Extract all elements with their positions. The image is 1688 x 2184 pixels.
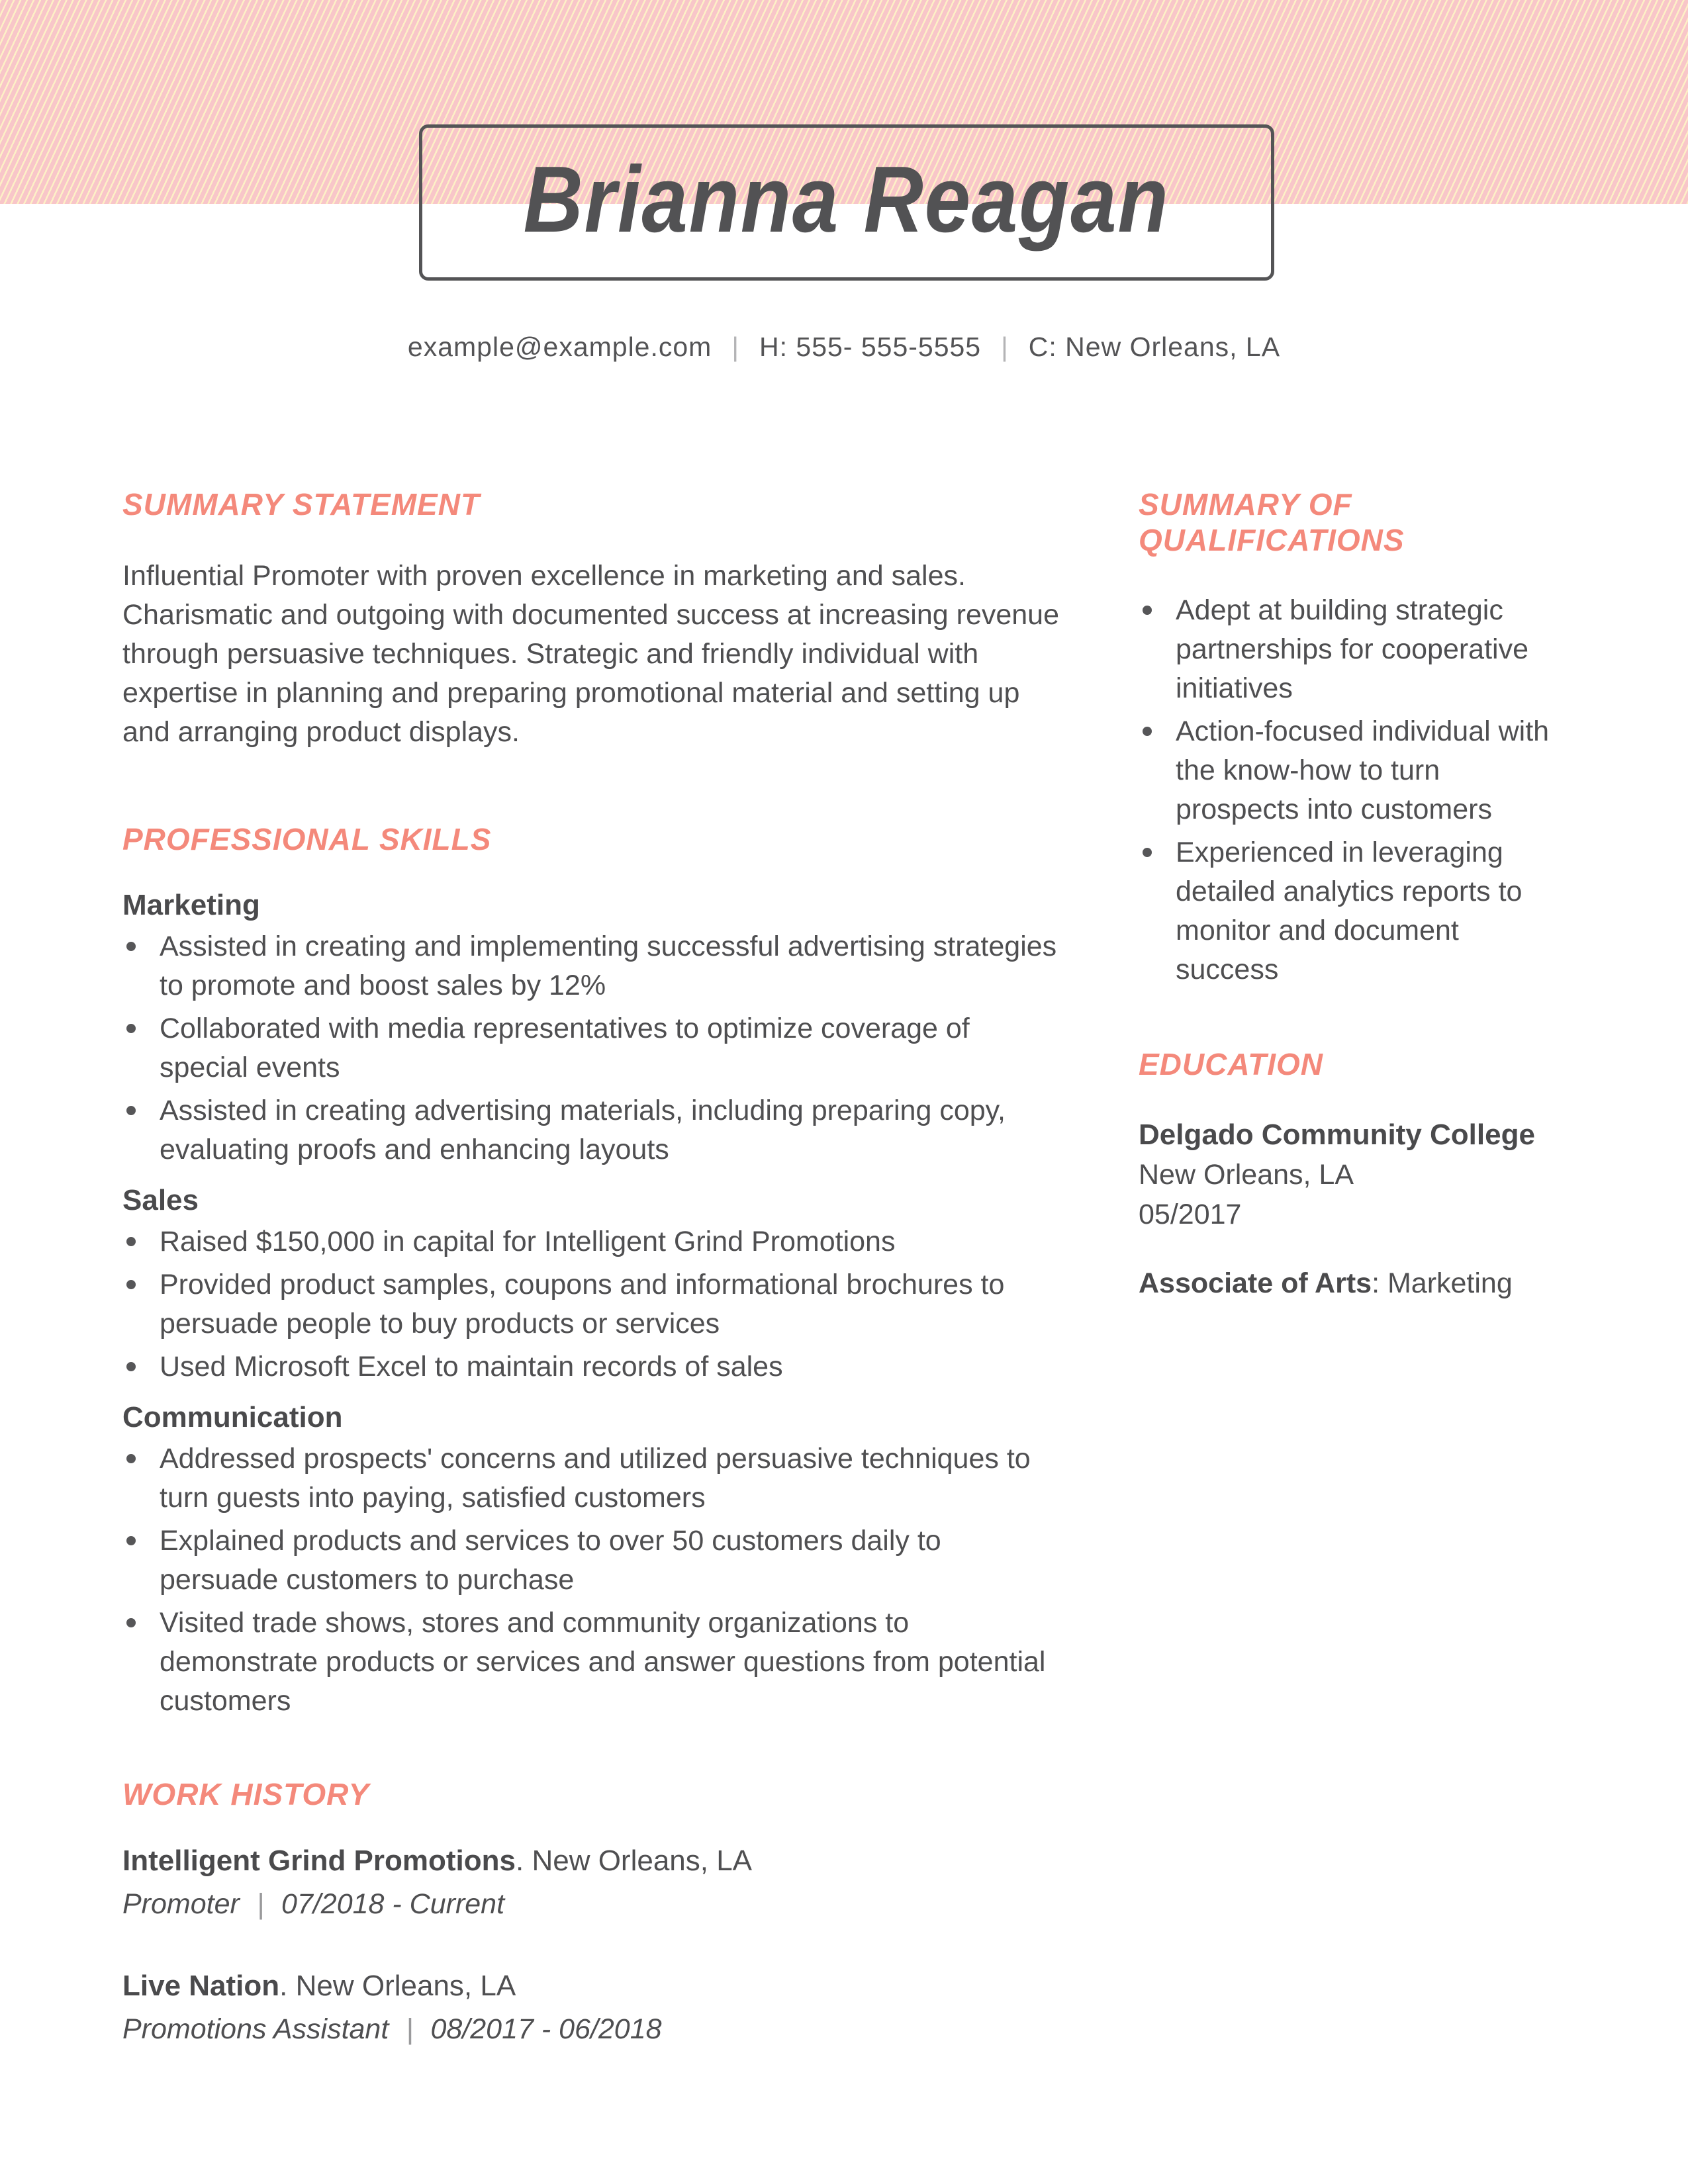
content-columns xyxy=(122,486,1566,2049)
bullet-item xyxy=(122,1222,1059,1261)
bullet-item xyxy=(122,1604,1059,1721)
summary-statement-text: Influential Promoter with proven excellence in marketing and sales. Charismatic and outgoing with documented success at increasing revenue through persuasive techniques. Strategic and friendly individual with expertise in planning and preparing promotional material and setting up and arranging product displays. xyxy=(122,560,1060,748)
bullet-text: Provided product samples, coupons and informational brochures to persuade people to buy products or services xyxy=(160,1269,1005,1340)
bullet-text: Assisted in creating advertising materials, including preparing copy, evaluating proofs and enhancing layouts xyxy=(160,1095,1006,1165)
section-heading-education: EDUCATION xyxy=(1139,1047,1324,1081)
right-column xyxy=(1139,486,1566,2049)
bullet-item xyxy=(1139,833,1566,989)
bullet-text: Explained products and services to over 50 customers daily to persuade customers to purchase xyxy=(160,1525,941,1596)
left-column xyxy=(122,486,1059,2049)
education-location: New Orleans, LA xyxy=(1139,1159,1354,1191)
education-school: Delgado Community College xyxy=(1139,1118,1535,1151)
contact-separator: | xyxy=(731,332,739,362)
education-entry xyxy=(1139,1115,1566,1234)
skill-group-marketing-list xyxy=(122,927,1059,1169)
job-company: Intelligent Grind Promotions xyxy=(122,1844,516,1877)
bullet-item xyxy=(122,1347,1059,1387)
job-dates: 07/2018 - Current xyxy=(281,1888,505,1920)
job-location: . New Orleans, LA xyxy=(516,1844,753,1877)
candidate-name: Brianna Reagan xyxy=(523,147,1170,252)
skill-group-title-communication: Communication xyxy=(122,1401,343,1433)
bullet-item xyxy=(122,1439,1059,1518)
job-company-line xyxy=(122,1966,1059,2006)
bullet-text: Collaborated with media representatives to optimize coverage of special events xyxy=(160,1013,970,1083)
bullet-text: Action-focused individual with the know-how to turn prospects into customers xyxy=(1176,715,1550,825)
job-dates: 08/2017 - 06/2018 xyxy=(430,2013,662,2045)
job-title-line xyxy=(122,2010,1059,2049)
job-company-line xyxy=(122,1841,1059,1881)
section-heading-professional-skills: PROFESSIONAL SKILLS xyxy=(122,822,492,856)
job-entry xyxy=(122,1841,1059,1924)
bullet-item xyxy=(1139,712,1566,829)
bullet-text: Visited trade shows, stores and community organizations to demonstrate products or services and answer questions from potential customers xyxy=(160,1607,1046,1717)
contact-phone: H: 555- 555-5555 xyxy=(759,332,982,362)
bullet-text: Raised $150,000 in capital for Intelligent Grind Promotions xyxy=(160,1226,896,1257)
bullet-item xyxy=(122,1091,1059,1169)
bullet-text: Assisted in creating and implementing successful advertising strategies to promote and boost sales by 12% xyxy=(160,931,1057,1001)
contact-email: example@example.com xyxy=(407,332,712,362)
skill-group-title-sales: Sales xyxy=(122,1184,199,1216)
job-location: . New Orleans, LA xyxy=(279,1970,516,2002)
bullet-item xyxy=(122,1009,1059,1087)
job-entry xyxy=(122,1966,1059,2049)
job-title-line xyxy=(122,1885,1059,1924)
bullet-item xyxy=(1139,591,1566,708)
bullet-item xyxy=(122,1522,1059,1600)
job-title: Promotions Assistant xyxy=(122,2013,389,2045)
contact-separator: | xyxy=(1001,332,1009,362)
education-degree-major: : Marketing xyxy=(1372,1267,1513,1299)
contact-location: C: New Orleans, LA xyxy=(1028,332,1281,362)
bullet-text: Addressed prospects' concerns and utilized persuasive techniques to turn guests into paying, satisfied customers xyxy=(160,1443,1031,1514)
job-separator: | xyxy=(406,2013,414,2045)
education-degree: Associate of Arts xyxy=(1139,1267,1372,1299)
skill-group-sales-list xyxy=(122,1222,1059,1387)
section-heading-work-history: WORK HISTORY xyxy=(122,1777,370,1811)
bullet-item xyxy=(122,927,1059,1005)
section-heading-summary-statement: SUMMARY STATEMENT xyxy=(122,487,481,522)
contact-line xyxy=(0,330,1688,364)
skill-group-communication-list xyxy=(122,1439,1059,1721)
education-degree-line xyxy=(1139,1263,1566,1303)
bullet-item xyxy=(122,1265,1059,1343)
job-title: Promoter xyxy=(122,1888,240,1920)
qualifications-list xyxy=(1139,591,1566,989)
bullet-text: Adept at building strategic partnerships for cooperative initiatives xyxy=(1176,594,1529,704)
name-box xyxy=(419,124,1274,281)
job-company: Live Nation xyxy=(122,1970,280,2002)
job-separator: | xyxy=(256,1888,265,1920)
skill-group-title-marketing: Marketing xyxy=(122,889,260,921)
bullet-text: Experienced in leveraging detailed analytics reports to monitor and document success xyxy=(1176,837,1523,985)
education-date: 05/2017 xyxy=(1139,1199,1242,1230)
section-heading-qualifications: SUMMARY OF QUALIFICATIONS xyxy=(1139,487,1405,557)
bullet-text: Used Microsoft Excel to maintain records of sales xyxy=(160,1351,783,1383)
